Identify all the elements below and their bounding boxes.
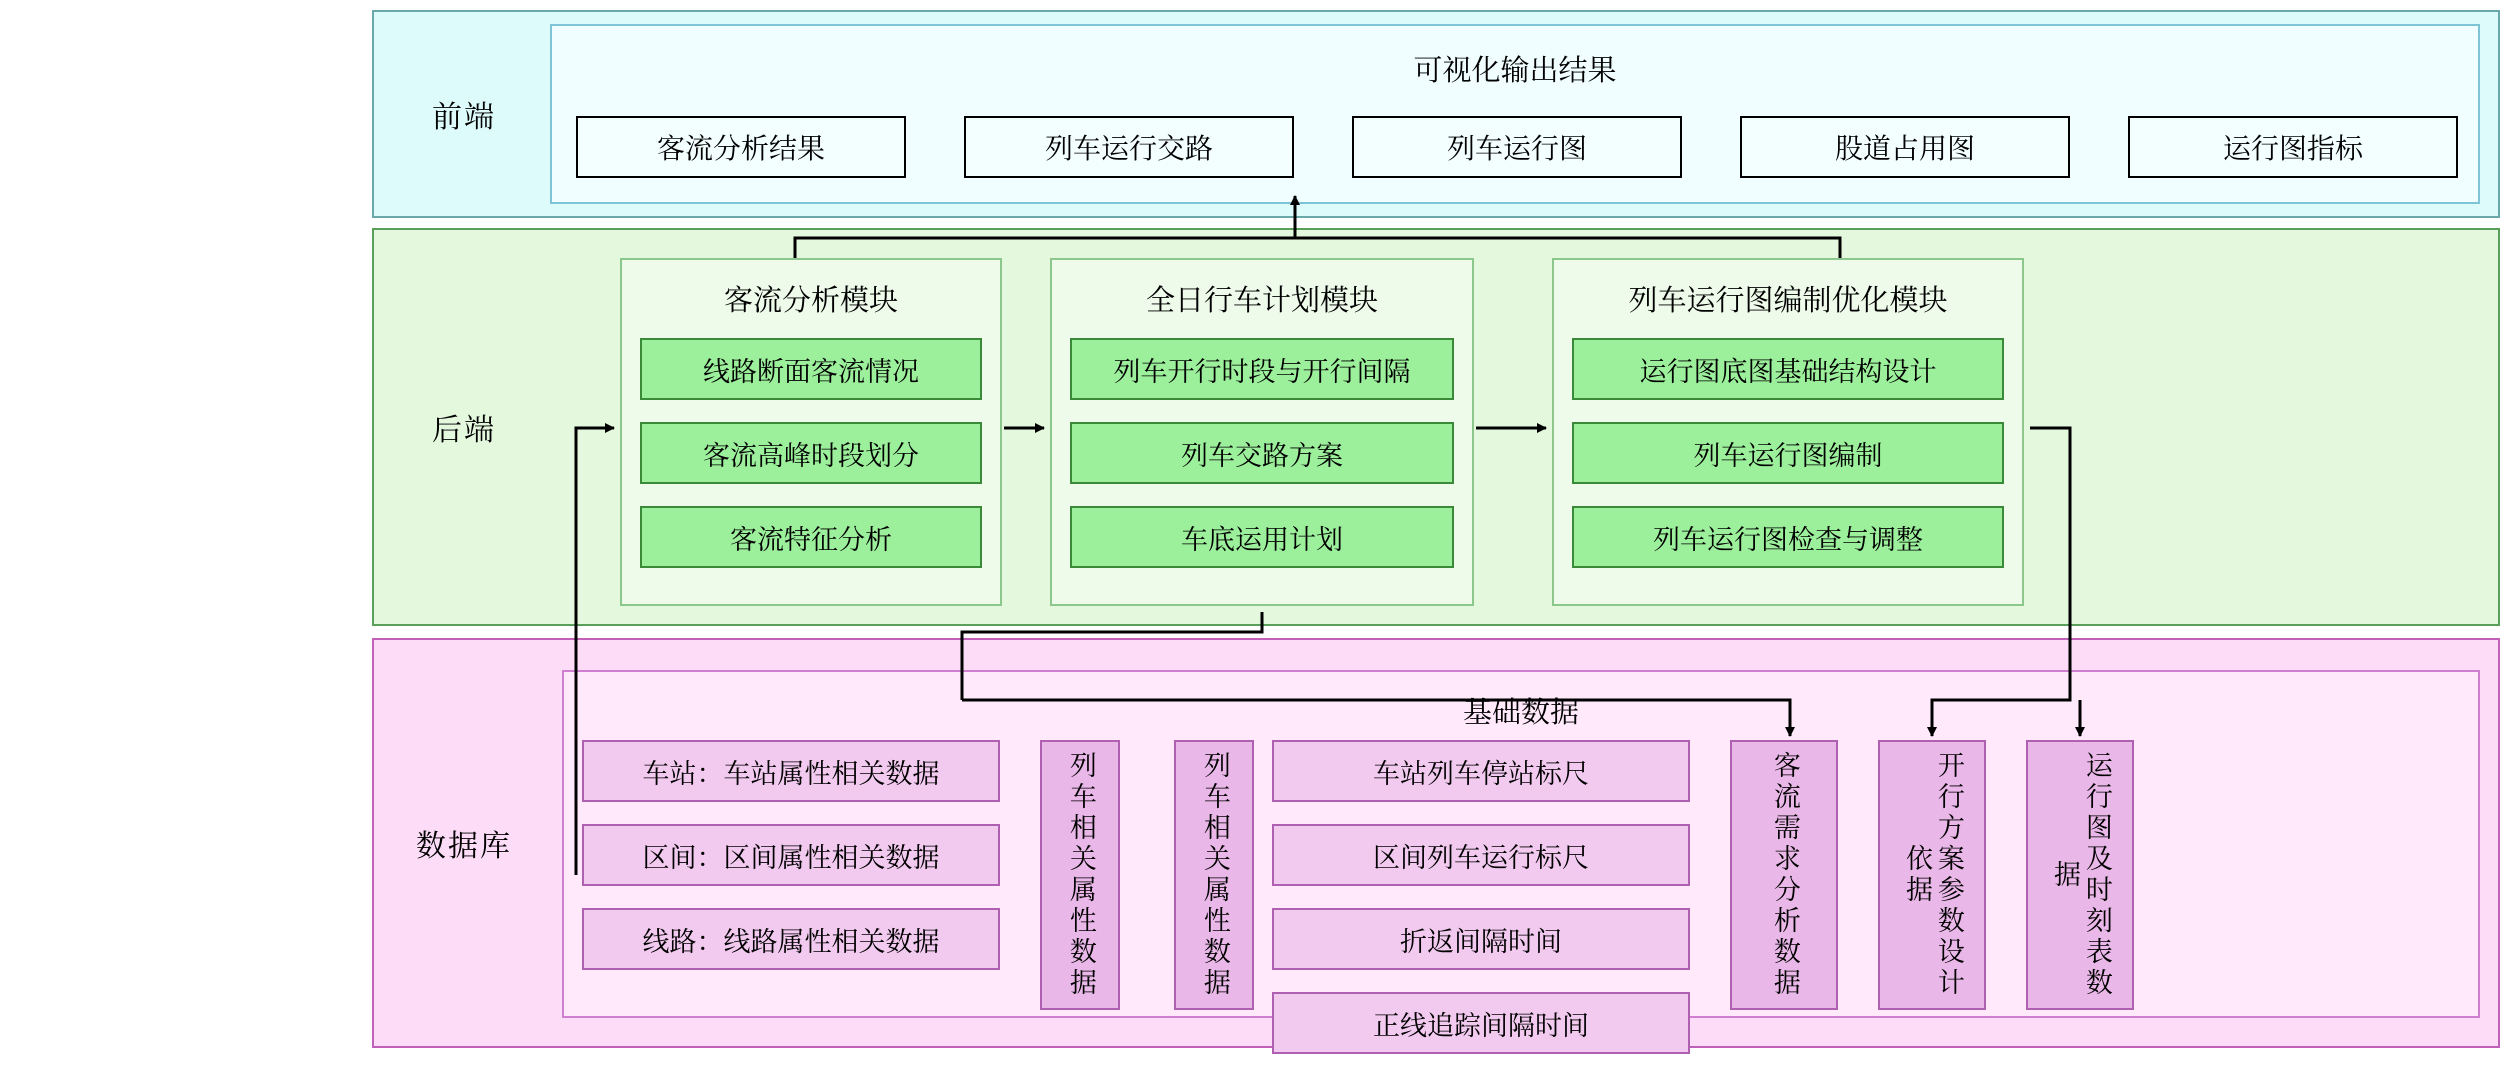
module-2-item-1[interactable]: 列车开行时段与开行间隔	[1070, 338, 1454, 400]
output-box-diagram-metrics[interactable]: 运行图指标	[2128, 116, 2458, 178]
attribute-data-rows	[582, 740, 1000, 992]
side-col-2-label: 开行方案参数设计依据	[1901, 751, 1964, 999]
visualization-output-boxes	[576, 116, 2458, 178]
module-3-items	[1572, 338, 2004, 590]
module-2-item-2[interactable]: 列车交路方案	[1070, 422, 1454, 484]
vertical-col-2-label: 列车相关属性数据	[1198, 751, 1230, 999]
attr-row-section[interactable]: 区间：区间属性相关数据	[582, 824, 1000, 886]
side-col-3-label: 运行图及时刻表数据	[2049, 751, 2112, 999]
module-2-item-3[interactable]: 车底运用计划	[1070, 506, 1454, 568]
side-col-1-label: 客流需求分析数据	[1768, 751, 1800, 999]
vertical-col-train-attribute-1[interactable]	[1040, 740, 1120, 1010]
module-3-item-1[interactable]: 运行图底图基础结构设计	[1572, 338, 2004, 400]
visualization-output-title: 可视化输出结果	[1413, 53, 1617, 87]
module-passenger-flow-analysis	[620, 258, 1002, 606]
std-row-turnback-interval[interactable]: 折返间隔时间	[1272, 908, 1690, 970]
std-row-tracking-interval[interactable]: 正线追踪间隔时间	[1272, 992, 1690, 1054]
std-row-section-run[interactable]: 区间列车运行标尺	[1272, 824, 1690, 886]
side-col-passenger-demand[interactable]	[1730, 740, 1838, 1010]
database-layer-label: 数据库	[416, 829, 512, 864]
module-3-item-2[interactable]: 列车运行图编制	[1572, 422, 2004, 484]
output-box-passenger-flow[interactable]: 客流分析结果	[576, 116, 906, 178]
standard-data-rows	[1272, 740, 1690, 1076]
backend-layer-label: 后端	[432, 413, 496, 448]
side-col-diagram-timetable[interactable]	[2026, 740, 2134, 1010]
attr-row-line[interactable]: 线路：线路属性相关数据	[582, 908, 1000, 970]
output-box-train-diagram[interactable]: 列车运行图	[1352, 116, 1682, 178]
module-2-title: 全日行车计划模块	[1145, 283, 1378, 317]
side-col-operation-params[interactable]	[1878, 740, 1986, 1010]
module-1-title: 客流分析模块	[723, 283, 898, 317]
module-3-title: 列车运行图编制优化模块	[1628, 283, 1948, 317]
frontend-layer-label: 前端	[432, 100, 496, 135]
module-1-item-1[interactable]: 线路断面客流情况	[640, 338, 982, 400]
basic-data-title: 基础数据	[1462, 695, 1579, 729]
module-2-items	[1070, 338, 1454, 590]
module-train-diagram-optimization	[1552, 258, 2024, 606]
output-box-track-occupancy[interactable]: 股道占用图	[1740, 116, 2070, 178]
vertical-col-1-label: 列车相关属性数据	[1064, 751, 1096, 999]
module-1-item-3[interactable]: 客流特征分析	[640, 506, 982, 568]
std-row-station-stop[interactable]: 车站列车停站标尺	[1272, 740, 1690, 802]
visualization-output-panel	[550, 24, 2480, 204]
module-1-item-2[interactable]: 客流高峰时段划分	[640, 422, 982, 484]
module-3-item-3[interactable]: 列车运行图检查与调整	[1572, 506, 2004, 568]
output-box-train-routing[interactable]: 列车运行交路	[964, 116, 1294, 178]
module-1-items	[640, 338, 982, 590]
attr-row-station[interactable]: 车站：车站属性相关数据	[582, 740, 1000, 802]
module-daily-operation-plan	[1050, 258, 1474, 606]
vertical-col-train-attribute-2[interactable]	[1174, 740, 1254, 1010]
